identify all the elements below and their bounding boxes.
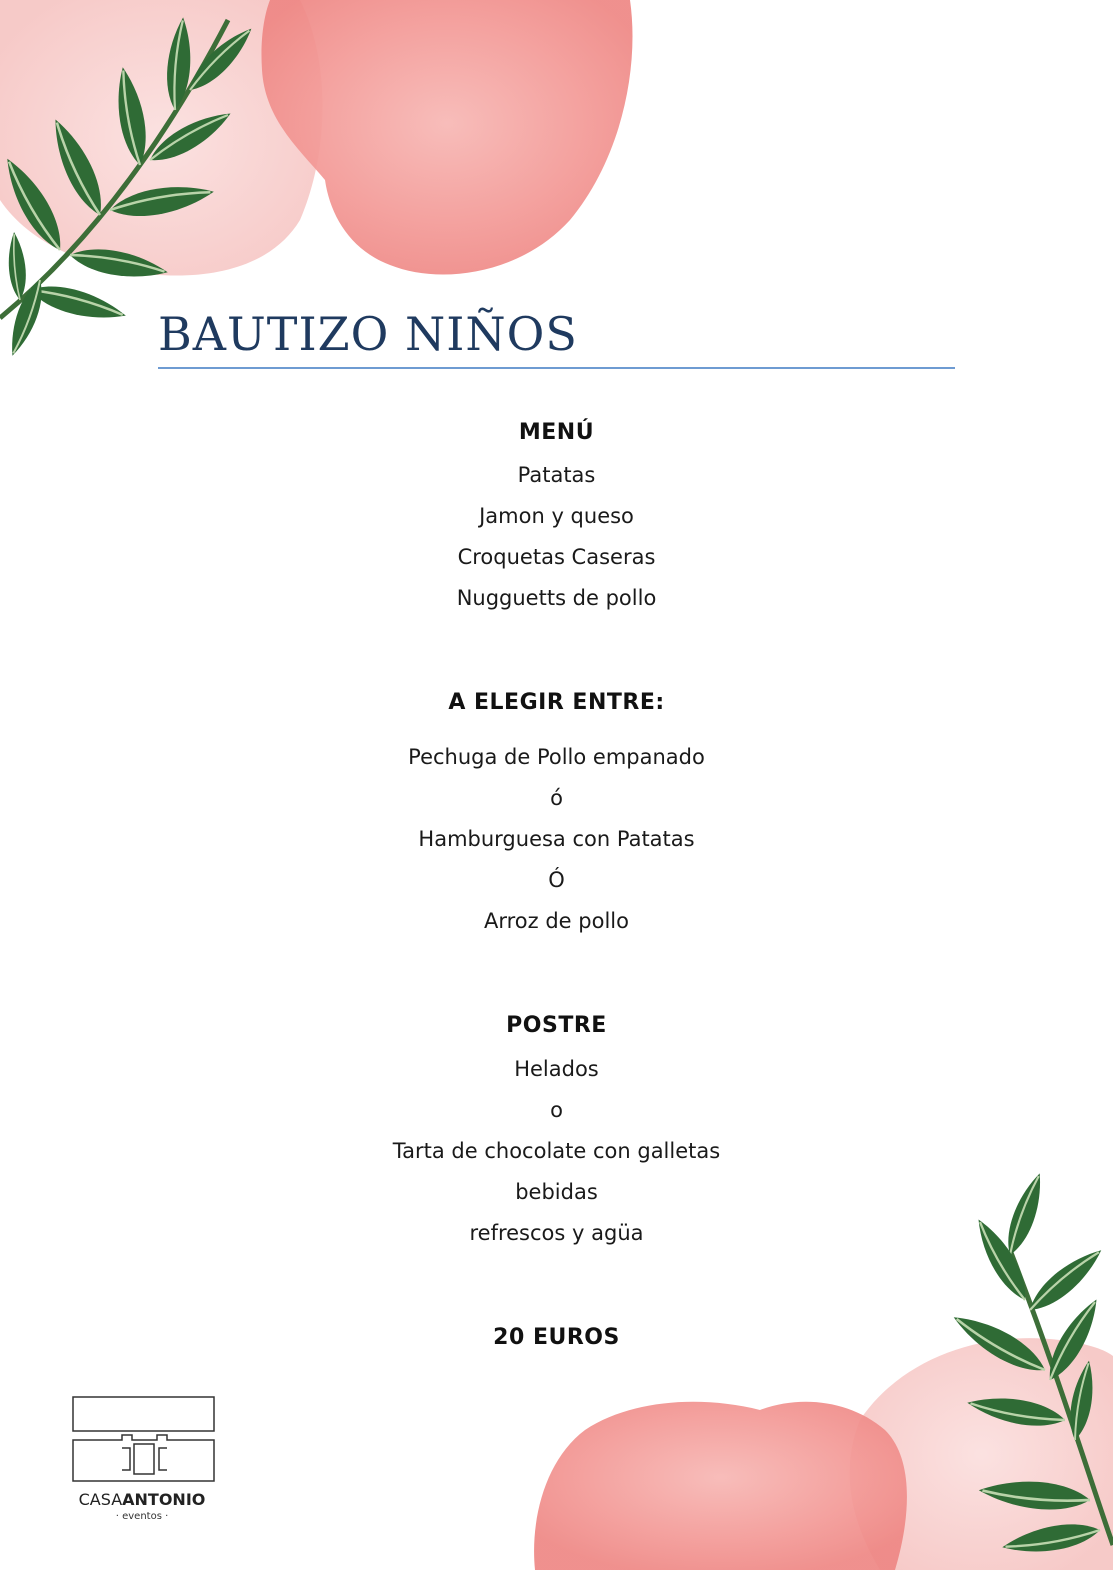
menu-item: o <box>550 1098 563 1122</box>
section-heading-menu: MENÚ <box>518 420 595 445</box>
menu-item: Tarta de chocolate con galletas <box>392 1139 721 1163</box>
logo-tagline: · eventos · <box>115 1511 169 1522</box>
menu-item: Croquetas Caseras <box>457 545 656 569</box>
section-heading-main: A ELEGIR ENTRE: <box>448 690 665 715</box>
section-heading-dessert: POSTRE <box>506 1013 607 1038</box>
title-divider <box>158 367 955 369</box>
menu-item: bebidas <box>515 1180 598 1204</box>
menu-item: Jamon y queso <box>479 504 634 528</box>
menu-item: Ó <box>548 868 565 892</box>
menu-item: Hamburguesa con Patatas <box>418 827 695 851</box>
price: 20 EUROS <box>493 1325 620 1350</box>
menu-item: Nugguetts de pollo <box>456 586 657 610</box>
menu-item: Patatas <box>517 463 596 487</box>
menu-item: ó <box>550 786 563 810</box>
watercolor-blob <box>261 0 632 275</box>
menu-item: refrescos y agüa <box>469 1221 644 1245</box>
menu-item: Helados <box>514 1057 599 1081</box>
logo-name: CASAANTONIO <box>78 1490 206 1509</box>
menu-item: Pechuga de Pollo empanado <box>408 745 705 769</box>
page-title: BAUTIZO NIÑOS <box>158 307 578 361</box>
watercolor-blob <box>534 1402 907 1570</box>
menu-item: Arroz de pollo <box>484 909 629 933</box>
